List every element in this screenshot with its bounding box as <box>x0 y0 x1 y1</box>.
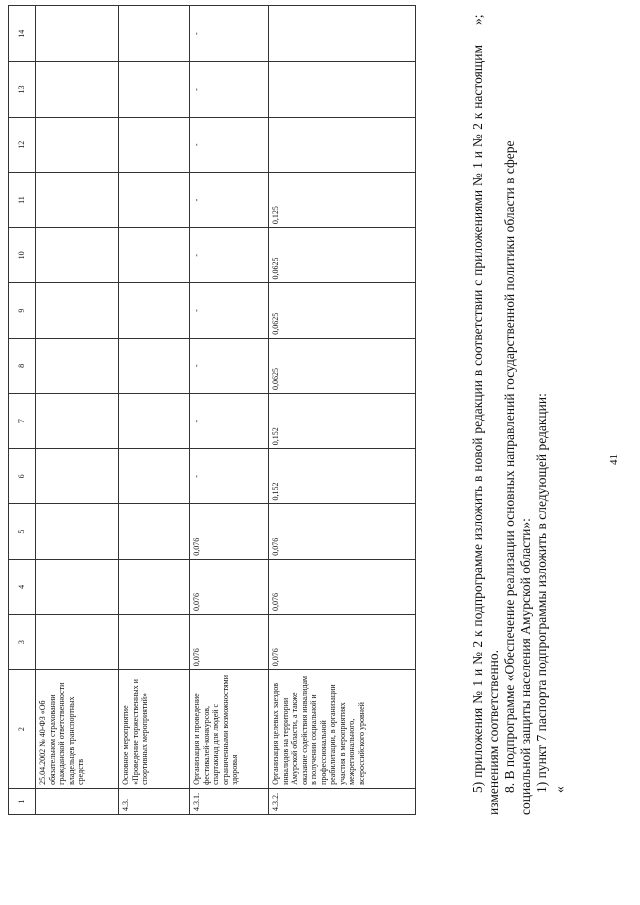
header-cell: 7 <box>9 393 36 448</box>
header-cell: 11 <box>9 172 36 227</box>
value-cell: 0,152 <box>269 449 416 504</box>
value-cell: 0,076 <box>269 559 416 614</box>
header-cell: 8 <box>9 338 36 393</box>
value-cell: - <box>190 6 269 62</box>
opening-quote: « <box>552 786 567 793</box>
clause-1: 1) пункт 7 паспорта подпрограммы изложить в следующей редакции: <box>534 393 549 793</box>
header-cell: 2 <box>9 670 36 789</box>
header-cell: 6 <box>9 449 36 504</box>
row-number: 4.3. <box>119 788 190 814</box>
closing-quote: »; <box>470 14 485 25</box>
value-cell: - <box>190 62 269 117</box>
row-name: Основное мероприятие «Проведение торжественных и спортивных мероприятий» <box>119 670 190 789</box>
row-name: Организация и проведение фестивалей-конкурсов, спартакиад для людей с ограниченными возможностями здоровья <box>190 670 269 789</box>
value-cell: 0,076 <box>190 504 269 559</box>
header-cell: 4 <box>9 559 36 614</box>
value-cell: 0,0625 <box>269 228 416 283</box>
value-cell: 0,0625 <box>269 338 416 393</box>
clause-8: 8. В подпрограмме «Обеспечение реализации основных направлений государственной политики области в сфере <box>502 140 517 793</box>
value-cell: - <box>190 172 269 227</box>
header-cell: 5 <box>9 504 36 559</box>
header-cell: 10 <box>9 228 36 283</box>
value-cell: 0,076 <box>269 615 416 670</box>
value-cell: 0,152 <box>269 393 416 448</box>
value-cell: - <box>190 283 269 338</box>
value-cell: - <box>190 228 269 283</box>
value-cell: - <box>190 393 269 448</box>
value-cell: 0,0625 <box>269 283 416 338</box>
value-cell: 0,076 <box>190 559 269 614</box>
clause-5: 5) приложения № 1 и № 2 к подпрограмме изложить в новой редакции в соответствии с приложениями № 1 и № 2 к настоящим изменениям соответственно. <box>470 45 501 815</box>
header-cell: 1 <box>9 788 36 814</box>
header-cell: 12 <box>9 117 36 172</box>
row-number: 4.3.1. <box>190 788 269 814</box>
header-cell: 13 <box>9 62 36 117</box>
row-number: 4.3.2. <box>269 788 416 814</box>
header-cell: 14 <box>9 6 36 62</box>
value-cell: 0,076 <box>190 615 269 670</box>
clause-8-continuation: социальной защиты населения Амурской области»: <box>518 518 533 815</box>
header-cell: 9 <box>9 283 36 338</box>
page-number: 41 <box>608 454 620 465</box>
header-cell: 3 <box>9 615 36 670</box>
value-cell: - <box>190 338 269 393</box>
row-name: Организация целевых заездов инвалидов на территории Амурской области, а также оказание содействия инвалидам в получении социальной и профессиональной реабилитации, в организации участия в мероприятиях межрегионального, всероссийского уровней <box>269 670 416 789</box>
value-cell: 0,076 <box>269 504 416 559</box>
row-name: 25.04.2002 № 40-ФЗ «Об обязательном страховании гражданской ответственности владельцев транспортных средств <box>36 670 119 789</box>
value-cell: - <box>190 449 269 504</box>
value-cell: - <box>190 117 269 172</box>
value-cell: 0,125 <box>269 172 416 227</box>
